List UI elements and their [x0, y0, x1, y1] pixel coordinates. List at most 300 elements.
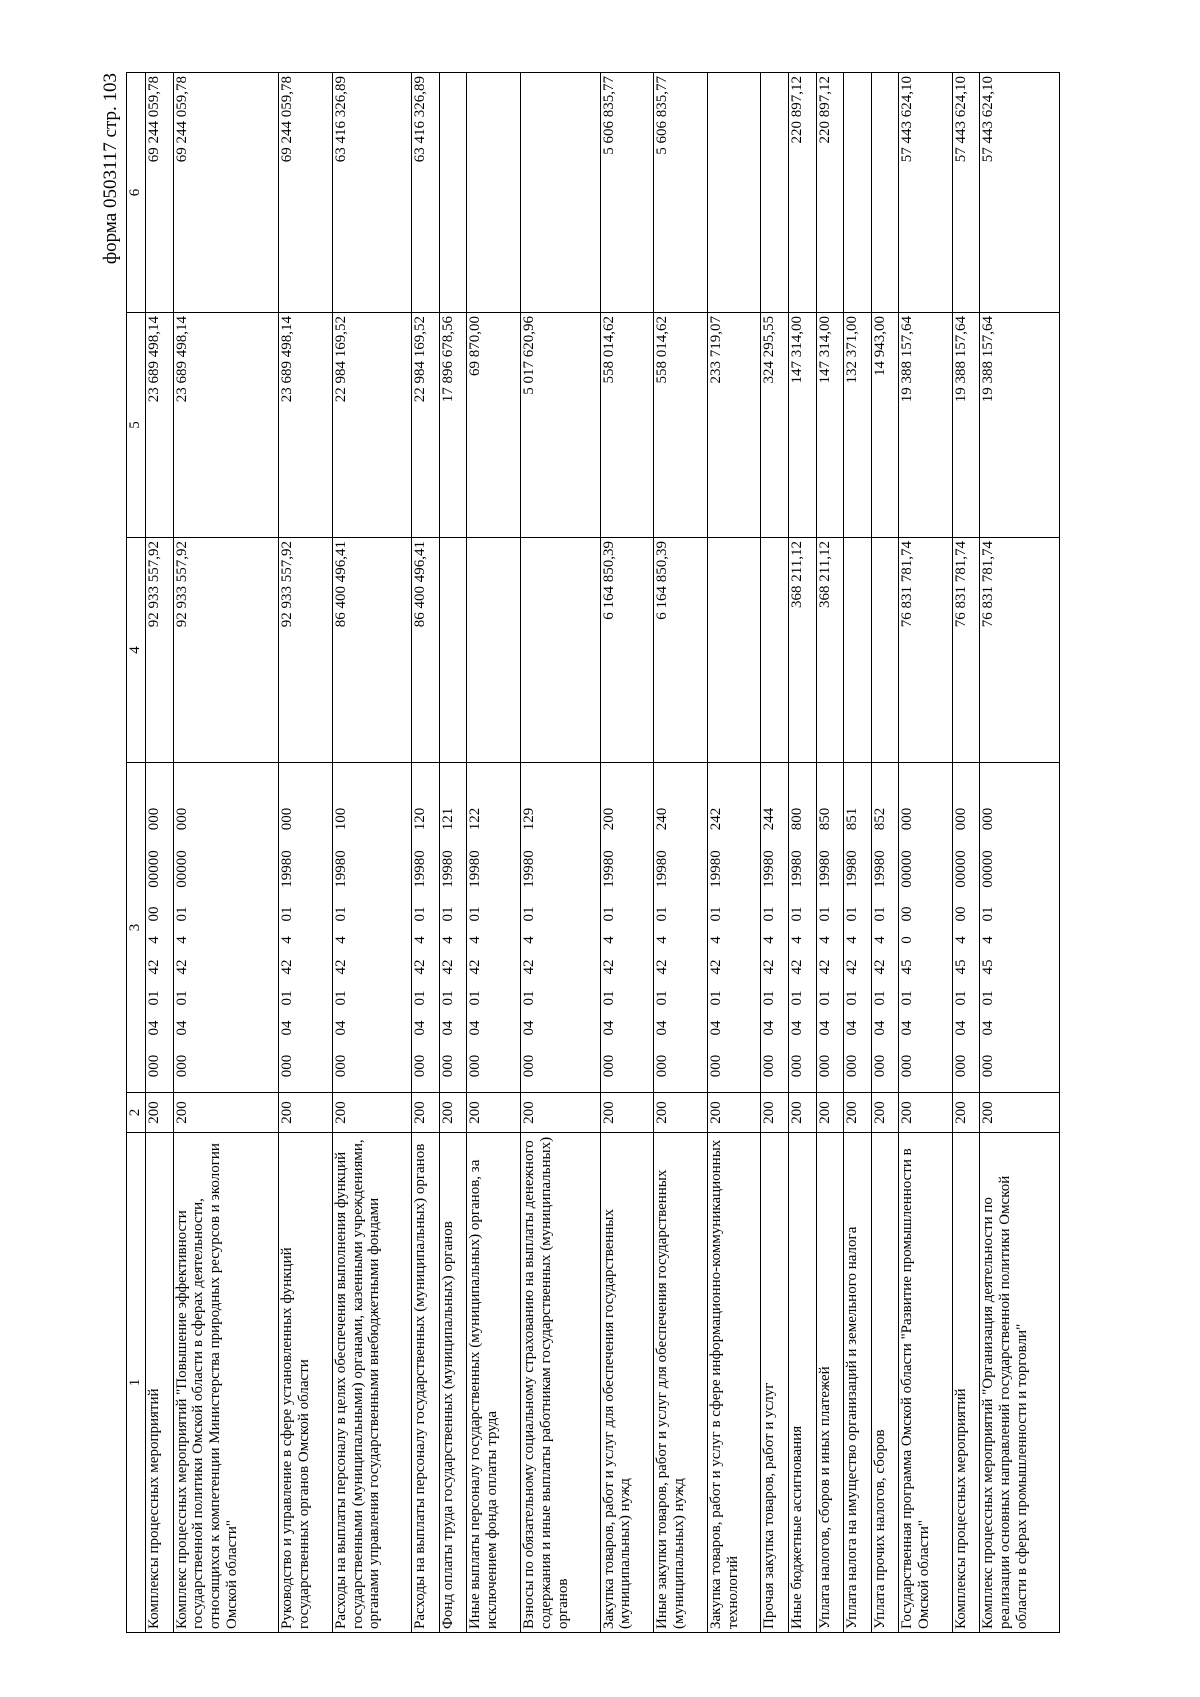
column-header: 3: [127, 763, 146, 1093]
budget-code-segment: 19980: [600, 850, 617, 888]
budget-code-segments: [708, 766, 725, 1089]
row-name-cell: Иные выплаты персоналу государственных (муниципальных) органов, за исключением фонда оплаты труда: [467, 1133, 521, 1633]
unexecuted-amount-cell: [871, 73, 899, 313]
table-row: [707, 73, 761, 1633]
budget-code-segment: 129: [521, 807, 538, 831]
budget-code-segment: 000: [707, 1054, 724, 1078]
budget-code-segment: 00: [146, 906, 162, 922]
budget-code-segment: 01: [871, 906, 888, 922]
table-row: [899, 73, 953, 1633]
budget-code-segment: 04: [654, 1020, 671, 1036]
budget-code-segment: 42: [467, 959, 484, 975]
line-code-cell: 200: [600, 1093, 654, 1133]
budget-code-segment: 800: [788, 807, 805, 831]
budget-code-segment: 42: [173, 959, 190, 975]
row-name-cell: Комплекс процессных мероприятий "Повышение эффективности государственной политики Омской области в сферах деятельности, относящихся к компетенции Министерства природных ресурсов и экологии Омской области": [173, 1133, 279, 1633]
approved-amount-cell: 368 211,12: [816, 538, 844, 763]
budget-table: [126, 72, 1060, 1633]
line-code-cell: 200: [761, 1093, 789, 1133]
budget-code-segment: 42: [600, 959, 617, 975]
budget-code-segment: 00000: [899, 850, 916, 888]
row-name-cell: Комплексы процессных мероприятий: [952, 1133, 980, 1633]
budget-code-segment: 42: [844, 959, 861, 975]
executed-amount-cell: 147 314,00: [788, 313, 816, 538]
budget-code-segment: 04: [600, 1020, 617, 1036]
budget-code-segment: 01: [844, 990, 861, 1006]
row-name-cell: Расходы на выплаты персоналу в целях обеспечения выполнения функций государственными (муниципальными) органами, казенными учреждениями, органами управления государственными внебюджетными фондами: [332, 1133, 412, 1633]
budget-code-segments: [844, 766, 861, 1089]
table-row: [332, 73, 412, 1633]
budget-code-segment: 100: [332, 807, 349, 831]
budget-code-segment: 01: [467, 906, 484, 922]
budget-code-segment: 42: [654, 959, 671, 975]
approved-amount-cell: [521, 538, 601, 763]
approved-amount-cell: [844, 538, 872, 763]
budget-code-segment: 000: [788, 1054, 805, 1078]
line-code-cell: 200: [173, 1093, 279, 1133]
budget-code-segment: 4: [816, 936, 833, 944]
budget-code-segment: 244: [761, 807, 778, 831]
executed-amount-cell: 233 719,07: [707, 313, 761, 538]
budget-code-segment: 19980: [279, 850, 296, 888]
budget-code-segment: 000: [952, 1054, 969, 1078]
approved-amount-cell: [467, 538, 521, 763]
budget-code-segment: 42: [146, 959, 162, 975]
budget-code-segment: 04: [761, 1020, 778, 1036]
approved-amount-cell: 86 400 496,41: [332, 538, 412, 763]
budget-code-segment: 45: [980, 959, 997, 975]
budget-code-segment: 851: [844, 807, 861, 831]
budget-code-segments: [467, 766, 484, 1089]
budget-code-segment: 01: [521, 906, 538, 922]
budget-code-cell: [871, 763, 899, 1093]
budget-code-segment: 4: [279, 936, 296, 944]
budget-code-cell: [761, 763, 789, 1093]
table-row: [600, 73, 654, 1633]
executed-amount-cell: 14 943,00: [871, 313, 899, 538]
budget-code-segment: 04: [707, 1020, 724, 1036]
budget-code-segment: 01: [788, 906, 805, 922]
budget-code-segment: 42: [761, 959, 778, 975]
budget-code-cell: [980, 763, 1060, 1093]
budget-code-segments: [174, 766, 191, 1089]
table-row: [816, 73, 844, 1633]
budget-code-cell: [707, 763, 761, 1093]
budget-code-segment: 01: [412, 906, 429, 922]
budget-code-segment: 000: [439, 1054, 456, 1078]
approved-amount-cell: 92 933 557,92: [146, 538, 174, 763]
budget-code-segment: 000: [521, 1054, 538, 1078]
budget-code-segments: [146, 766, 163, 1089]
row-name-cell: Уплата налога на имущество организаций и земельного налога: [844, 1133, 872, 1633]
executed-amount-cell: 558 014,62: [654, 313, 708, 538]
table-row: [654, 73, 708, 1633]
unexecuted-amount-cell: 63 416 326,89: [332, 73, 412, 313]
budget-code-segment: 01: [439, 990, 456, 1006]
budget-code-segments: [333, 766, 350, 1089]
budget-code-segment: 04: [332, 1020, 349, 1036]
budget-code-segment: 121: [439, 807, 456, 831]
approved-amount-cell: 92 933 557,92: [173, 538, 279, 763]
budget-code-segment: 000: [332, 1054, 349, 1078]
approved-amount-cell: [871, 538, 899, 763]
budget-code-segment: 242: [707, 807, 724, 831]
approved-amount-cell: [439, 538, 467, 763]
form-reference: форма 0503117 стр. 103: [100, 73, 121, 265]
budget-code-segment: 42: [439, 959, 456, 975]
line-code-cell: 200: [980, 1093, 1060, 1133]
budget-code-segments: [654, 766, 671, 1089]
budget-code-segments: [953, 766, 970, 1089]
budget-code-segment: 00000: [952, 850, 969, 888]
line-code-cell: 200: [146, 1093, 174, 1133]
budget-code-segment: 122: [467, 807, 484, 831]
budget-code-segment: 00000: [980, 850, 997, 888]
approved-amount-cell: 76 831 781,74: [980, 538, 1060, 763]
budget-code-segment: 04: [952, 1020, 969, 1036]
line-code-cell: 200: [654, 1093, 708, 1133]
budget-code-segment: 4: [654, 936, 671, 944]
budget-code-segment: 200: [600, 807, 617, 831]
approved-amount-cell: 76 831 781,74: [899, 538, 953, 763]
budget-code-cell: [844, 763, 872, 1093]
budget-code-segment: 000: [844, 1054, 861, 1078]
line-code-cell: 200: [899, 1093, 953, 1133]
budget-code-segment: 19980: [761, 850, 778, 888]
budget-code-segment: 000: [980, 807, 997, 831]
budget-code-segment: 850: [816, 807, 833, 831]
budget-code-segments: [521, 766, 538, 1089]
executed-amount-cell: 23 689 498,14: [173, 313, 279, 538]
executed-amount-cell: 19 388 157,64: [899, 313, 953, 538]
budget-code-segment: 01: [952, 990, 969, 1006]
executed-amount-cell: 23 689 498,14: [279, 313, 333, 538]
unexecuted-amount-cell: 5 606 835,77: [654, 73, 708, 313]
row-name-cell: Закупка товаров, работ и услуг для обеспечения государственных (муниципальных) нужд: [600, 1133, 654, 1633]
budget-code-segment: 45: [899, 959, 916, 975]
budget-code-cell: [279, 763, 333, 1093]
budget-code-segment: 19980: [332, 850, 349, 888]
budget-code-segment: 4: [871, 936, 888, 944]
line-code-cell: 200: [844, 1093, 872, 1133]
budget-code-cell: [173, 763, 279, 1093]
executed-amount-cell: 23 689 498,14: [146, 313, 174, 538]
table-row: [467, 73, 521, 1633]
budget-code-segment: 000: [412, 1054, 429, 1078]
line-code-cell: 200: [279, 1093, 333, 1133]
budget-code-segment: 000: [279, 1054, 296, 1078]
budget-code-segments: [412, 766, 429, 1089]
budget-code-segment: 19980: [871, 850, 888, 888]
budget-code-segment: 01: [980, 906, 997, 922]
budget-code-segment: 000: [600, 1054, 617, 1078]
row-name-cell: Закупка товаров, работ и услуг в сфере информационно-коммуникационных технологий: [707, 1133, 761, 1633]
approved-amount-cell: 86 400 496,41: [412, 538, 440, 763]
unexecuted-amount-cell: 69 244 059,78: [279, 73, 333, 313]
budget-code-segment: 04: [844, 1020, 861, 1036]
budget-code-segment: 000: [952, 807, 969, 831]
budget-code-segment: 01: [173, 906, 190, 922]
table-row: [412, 73, 440, 1633]
budget-code-segment: 000: [146, 1054, 162, 1078]
budget-code-segment: 01: [844, 906, 861, 922]
row-name-cell: Комплексы процессных мероприятий: [146, 1133, 174, 1633]
budget-code-segment: 01: [980, 990, 997, 1006]
unexecuted-amount-cell: [521, 73, 601, 313]
budget-code-segment: 00000: [173, 850, 190, 888]
budget-code-segment: 000: [146, 807, 162, 831]
line-code-cell: 200: [788, 1093, 816, 1133]
budget-code-segment: 01: [788, 990, 805, 1006]
unexecuted-amount-cell: 57 443 624,10: [952, 73, 980, 313]
line-code-cell: 200: [871, 1093, 899, 1133]
budget-code-segment: 19980: [788, 850, 805, 888]
budget-code-segment: 01: [899, 990, 916, 1006]
budget-code-segment: 240: [654, 807, 671, 831]
executed-amount-cell: 132 371,00: [844, 313, 872, 538]
table-row: [952, 73, 980, 1633]
budget-code-segment: 19980: [521, 850, 538, 888]
budget-code-cell: [521, 763, 601, 1093]
budget-code-segments: [789, 766, 806, 1089]
budget-code-segment: 04: [173, 1020, 190, 1036]
budget-code-segment: 01: [279, 906, 296, 922]
approved-amount-cell: [761, 538, 789, 763]
row-name-cell: Взносы по обязательному социальному страхованию на выплаты денежного содержания и иные выплаты работникам государственных (муниципальных) органов: [521, 1133, 601, 1633]
budget-code-segment: 01: [521, 990, 538, 1006]
budget-code-segment: 04: [788, 1020, 805, 1036]
budget-code-segment: 4: [788, 936, 805, 944]
column-header: 6: [127, 73, 146, 313]
budget-code-segment: 000: [173, 807, 190, 831]
unexecuted-amount-cell: [707, 73, 761, 313]
budget-code-segment: 000: [980, 1054, 997, 1078]
approved-amount-cell: 368 211,12: [788, 538, 816, 763]
budget-code-segment: 0: [899, 936, 916, 944]
line-code-cell: 200: [816, 1093, 844, 1133]
budget-code-segment: 01: [654, 990, 671, 1006]
unexecuted-amount-cell: 220 897,12: [816, 73, 844, 313]
budget-code-segment: 01: [707, 990, 724, 1006]
approved-amount-cell: 92 933 557,92: [279, 538, 333, 763]
line-code-cell: 200: [521, 1093, 601, 1133]
unexecuted-amount-cell: [467, 73, 521, 313]
budget-code-segment: 4: [521, 936, 538, 944]
budget-code-segment: 01: [332, 906, 349, 922]
executed-amount-cell: 147 314,00: [816, 313, 844, 538]
rotated-report-sheet: [100, 73, 1060, 1633]
budget-code-segment: 04: [980, 1020, 997, 1036]
budget-code-segment: 01: [439, 906, 456, 922]
budget-code-segments: [980, 766, 997, 1089]
budget-code-segment: 00: [952, 906, 969, 922]
budget-code-cell: [816, 763, 844, 1093]
table-row: [844, 73, 872, 1633]
line-code-cell: 200: [332, 1093, 412, 1133]
budget-code-segment: 000: [899, 1054, 916, 1078]
budget-code-segment: 01: [600, 990, 617, 1006]
unexecuted-amount-cell: 57 443 624,10: [980, 73, 1060, 313]
budget-code-segment: 01: [654, 906, 671, 922]
row-name-cell: Уплата прочих налогов, сборов: [871, 1133, 899, 1633]
column-header: 1: [127, 1133, 146, 1633]
budget-code-segments: [872, 766, 889, 1089]
budget-code-cell: [654, 763, 708, 1093]
table-row: [173, 73, 279, 1633]
budget-code-segment: 04: [871, 1020, 888, 1036]
row-name-cell: Государственная программа Омской области "Развитие промышленности в Омской области": [899, 1133, 953, 1633]
budget-code-segment: 120: [412, 807, 429, 831]
approved-amount-cell: [707, 538, 761, 763]
column-header-row: [127, 73, 146, 1633]
row-name-cell: Иные закупки товаров, работ и услуг для обеспечения государственных (муниципальных) нужд: [654, 1133, 708, 1633]
line-code-cell: 200: [439, 1093, 467, 1133]
budget-code-segment: 00000: [146, 850, 162, 888]
row-name-cell: Комплекс процессных мероприятий "Организация деятельности по реализации основных направлений государственной политики Омской области в сферах промышленности и торговли": [980, 1133, 1060, 1633]
budget-code-segment: 000: [654, 1054, 671, 1078]
executed-amount-cell: 22 984 169,52: [412, 313, 440, 538]
budget-code-segment: 01: [816, 990, 833, 1006]
row-name-cell: Фонд оплаты труда государственных (муниципальных) органов: [439, 1133, 467, 1633]
budget-code-segment: 4: [844, 936, 861, 944]
table-row: [788, 73, 816, 1633]
executed-amount-cell: 19 388 157,64: [980, 313, 1060, 538]
unexecuted-amount-cell: 69 244 059,78: [173, 73, 279, 313]
budget-code-segment: 4: [600, 936, 617, 944]
budget-code-segment: 4: [146, 936, 162, 944]
executed-amount-cell: 22 984 169,52: [332, 313, 412, 538]
budget-code-segment: 04: [412, 1020, 429, 1036]
budget-code-cell: [146, 763, 174, 1093]
budget-code-segment: 04: [899, 1020, 916, 1036]
unexecuted-amount-cell: [761, 73, 789, 313]
budget-code-segment: 04: [467, 1020, 484, 1036]
approved-amount-cell: 6 164 850,39: [654, 538, 708, 763]
budget-code-segment: 19980: [412, 850, 429, 888]
budget-code-segment: 01: [761, 906, 778, 922]
table-row: [521, 73, 601, 1633]
budget-code-segment: 42: [871, 959, 888, 975]
row-name-cell: Иные бюджетные ассигнования: [788, 1133, 816, 1633]
budget-code-segments: [761, 766, 778, 1089]
column-header: 4: [127, 538, 146, 763]
budget-code-segment: 4: [467, 936, 484, 944]
budget-code-segments: [279, 766, 296, 1089]
budget-code-segment: 000: [899, 807, 916, 831]
budget-code-segment: 000: [279, 807, 296, 831]
budget-code-cell: [439, 763, 467, 1093]
budget-code-segment: 19980: [816, 850, 833, 888]
budget-code-segment: 4: [980, 936, 997, 944]
budget-code-segment: 852: [871, 807, 888, 831]
column-header: 2: [127, 1093, 146, 1133]
budget-code-segment: 01: [412, 990, 429, 1006]
budget-code-segment: 01: [146, 990, 162, 1006]
budget-code-segment: 01: [279, 990, 296, 1006]
unexecuted-amount-cell: [439, 73, 467, 313]
table-row: [871, 73, 899, 1633]
line-code-cell: 200: [707, 1093, 761, 1133]
budget-code-segment: 04: [816, 1020, 833, 1036]
budget-code-cell: [899, 763, 953, 1093]
budget-code-cell: [332, 763, 412, 1093]
budget-code-cell: [412, 763, 440, 1093]
budget-code-segments: [899, 766, 916, 1089]
budget-code-segment: 04: [279, 1020, 296, 1036]
budget-code-cell: [952, 763, 980, 1093]
unexecuted-amount-cell: 5 606 835,77: [600, 73, 654, 313]
budget-code-segment: 04: [146, 1020, 162, 1036]
budget-code-segment: 42: [412, 959, 429, 975]
unexecuted-amount-cell: 69 244 059,78: [146, 73, 174, 313]
budget-code-segment: 01: [467, 990, 484, 1006]
budget-code-segment: 000: [467, 1054, 484, 1078]
approved-amount-cell: 6 164 850,39: [600, 538, 654, 763]
budget-code-segment: 42: [816, 959, 833, 975]
table-row: [279, 73, 333, 1633]
executed-amount-cell: 324 295,55: [761, 313, 789, 538]
budget-code-segment: 000: [816, 1054, 833, 1078]
budget-code-segment: 4: [412, 936, 429, 944]
budget-code-segment: 01: [816, 906, 833, 922]
budget-code-segment: 42: [521, 959, 538, 975]
row-name-cell: Прочая закупка товаров, работ и услуг: [761, 1133, 789, 1633]
budget-code-segment: 04: [521, 1020, 538, 1036]
column-header: 5: [127, 313, 146, 538]
budget-code-segment: 04: [439, 1020, 456, 1036]
executed-amount-cell: 69 870,00: [467, 313, 521, 538]
line-code-cell: 200: [952, 1093, 980, 1133]
budget-code-segments: [817, 766, 834, 1089]
budget-code-segment: 4: [707, 936, 724, 944]
budget-code-segments: [601, 766, 618, 1089]
unexecuted-amount-cell: 57 443 624,10: [899, 73, 953, 313]
executed-amount-cell: 19 388 157,64: [952, 313, 980, 538]
row-name-cell: Уплата налогов, сборов и иных платежей: [816, 1133, 844, 1633]
budget-code-segments: [440, 766, 457, 1089]
budget-code-segment: 42: [707, 959, 724, 975]
budget-code-segment: 4: [173, 936, 190, 944]
line-code-cell: 200: [412, 1093, 440, 1133]
budget-code-segment: 42: [332, 959, 349, 975]
table-row: [146, 73, 174, 1633]
budget-code-segment: 19980: [844, 850, 861, 888]
budget-code-segment: 4: [761, 936, 778, 944]
table-row: [980, 73, 1060, 1633]
unexecuted-amount-cell: [844, 73, 872, 313]
budget-code-segment: 4: [332, 936, 349, 944]
executed-amount-cell: 5 017 620,96: [521, 313, 601, 538]
budget-code-segment: 000: [871, 1054, 888, 1078]
table-row: [761, 73, 789, 1633]
budget-code-segment: 01: [173, 990, 190, 1006]
row-name-cell: Расходы на выплаты персоналу государственных (муниципальных) органов: [412, 1133, 440, 1633]
budget-code-segment: 000: [761, 1054, 778, 1078]
executed-amount-cell: 17 896 678,56: [439, 313, 467, 538]
budget-code-segment: 19980: [707, 850, 724, 888]
table-body: [146, 73, 1060, 1633]
budget-code-segment: 01: [600, 906, 617, 922]
budget-code-segment: 01: [707, 906, 724, 922]
budget-code-segment: 42: [279, 959, 296, 975]
budget-code-segment: 19980: [467, 850, 484, 888]
unexecuted-amount-cell: 63 416 326,89: [412, 73, 440, 313]
budget-code-segment: 01: [761, 990, 778, 1006]
budget-code-segment: 000: [173, 1054, 190, 1078]
budget-code-segment: 01: [332, 990, 349, 1006]
budget-code-segment: 19980: [654, 850, 671, 888]
budget-code-cell: [788, 763, 816, 1093]
